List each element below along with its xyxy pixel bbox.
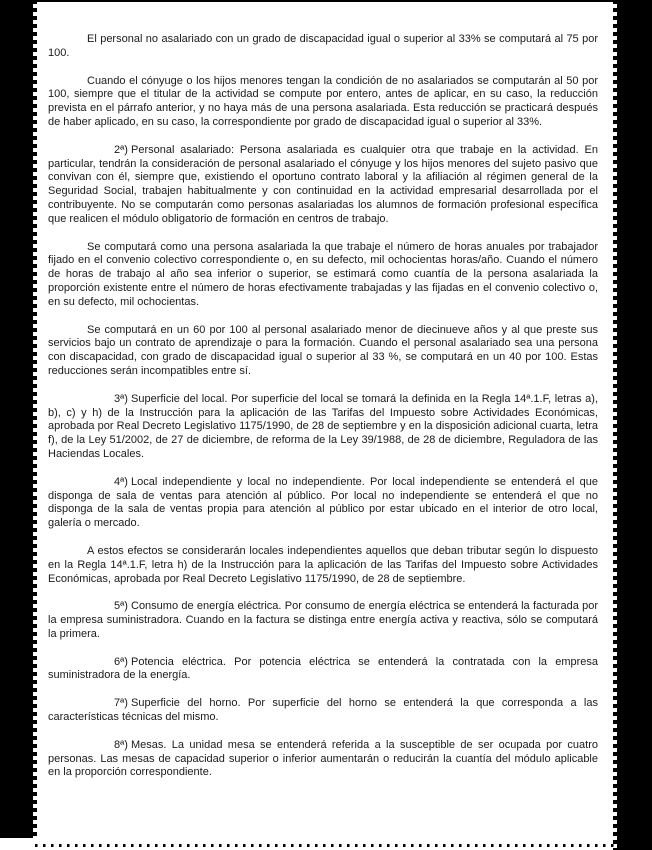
paragraph-number: 6ª) (114, 655, 128, 668)
paragraph-number: 3ª) (114, 392, 128, 405)
paragraph-number: 4ª) (114, 475, 128, 488)
paragraph (48, 33, 598, 61)
document-text (48, 33, 598, 794)
bottom-dotted-tear-line (35, 844, 615, 847)
scan-edge-right (617, 0, 652, 850)
paragraph-text: A estos efectos se considerarán locales independientes aquellos que deban tributar según lo dispuesto en la Regla 14ª.1.F, letra h) de la Instrucción para la aplicación de las Tarifas del Impuesto sobre Actividades Económicas, aprobada por Real Decreto Legislativo 1175/1990, de 28 de septiembre. (48, 544, 598, 585)
paragraph-text: Consumo de energía eléctrica. Por consumo de energía eléctrica se entenderá la facturada por la empresa suministradora. Cuando en la factura se distinga entre energía activa y reactiva, sólo se computará la primera. (48, 600, 598, 640)
paragraph (48, 393, 598, 462)
paragraph-number: 5ª) (114, 600, 128, 613)
paragraph-text: El personal no asalariado con un grado de discapacidad igual o superior al 33% se computará al 75 por 100. (48, 33, 598, 59)
scan-edge-right-perforation (613, 0, 617, 850)
paragraph-text: Se computará como una persona asalariada la que trabaje el número de horas anuales por trabajador fijado en el convenio colectivo correspondiente o, en su defecto, mil ochocientas horas/año. Cuando el número de horas de trabajo al año sea inferior o superior, se estimará como cuantía de la persona asalariada la proporción existente entre el número de horas efectivamente trabajadas y las fijadas en el convenio colectivo o, en su defecto, mil ochocientas. (48, 240, 598, 308)
paragraph (48, 545, 598, 586)
paragraph-text: Potencia eléctrica. Por potencia eléctrica se entenderá la contratada con la empresa suministradora de la energía. (48, 655, 598, 682)
paragraph (48, 656, 598, 684)
scan-edge-left (0, 0, 33, 838)
paragraph-text: Se computará en un 60 por 100 al personal asalariado menor de diecinueve años y al que preste sus servicios bajo un contrato de aprendizaje o para la formación. Cuando el personal asalariado sea una persona con discapacidad, con grado de discapacidad igual o superior al 33 %, se computará en un 40 por 100. Estas reducciones serán incompatibles entre sí. (48, 323, 598, 377)
paragraph-text: Cuando el cónyuge o los hijos menores tengan la condición de no asalariados se computarán al 50 por 100, siempre que el titular de la actividad se compute por entero, antes de aplicar, en su caso, la reducción prevista en el párrafo anterior, y no haya más de una persona asalariada. Esta reducción se practicará después de haber aplicado, en su caso, la correspondiente por grado de discapacidad igual o superior al 33%. (48, 74, 598, 128)
scan-edge-left-perforation (33, 0, 37, 838)
paragraph-text: Personal asalariado: Persona asalariada es cualquier otra que trabaje en la actividad. En particular, tendrán la consideración de personal asalariado el cónyuge y los hijos menores del sujeto pasivo que convivan con él, siempre que, existiendo el oportuno contrato laboral y la afiliación al régimen general de la Seguridad Social, trabajen habitualmente y con continuidad en la actividad empresarial desarrollada por el contribuyente. No se computarán como personas asalariadas los alumnos de formación profesional específica que realicen el módulo obligatorio de formación en centros de trabajo. (48, 143, 598, 225)
paragraph (48, 241, 598, 310)
paragraph-number: 8ª) (114, 738, 128, 751)
scan-edge-top (0, 0, 652, 2)
paragraph (48, 324, 598, 379)
paragraph (48, 697, 598, 725)
paragraph-text: Mesas. La unidad mesa se entenderá referida a la susceptible de ser ocupada por cuatro personas. Las mesas de capacidad superior o inferior aumentarán o reducirán la cuantía del módulo aplicable en la proporción correspondiente. (48, 738, 598, 779)
paragraph (48, 739, 598, 780)
paragraph (48, 476, 598, 531)
paragraph-text: Superficie del local. Por superficie del local se tomará la definida en la Regla 14ª.1.F, letras a), b), c) y h) de la Instrucción para la aplicación de las Tarifas del Impuesto sobre Actividades Económicas, aprobada por Real Decreto Legislativo 1175/1990, de 28 de septiembre y en la disposición adicional cuarta, letra f), de la Ley 51/2002, de 27 de diciembre, de reforma de la Ley 39/1988, de 28 de diciembre, Reguladora de las Haciendas Locales. (48, 392, 598, 460)
paragraph (48, 75, 598, 130)
paragraph (48, 600, 598, 641)
paragraph-text: Superficie del horno. Por superficie del horno se entenderá la que corresponda a las características técnicas del mismo. (48, 697, 598, 724)
paragraph-number: 7ª) (114, 697, 128, 710)
paragraph-number: 2ª) (114, 143, 128, 156)
paragraph-text: Local independiente y local no independiente. Por local independiente se entenderá el que disponga de sala de ventas para atención al público. Por local no independiente se entenderá el que no disponga de la sala de ventas propia para atención al público por estar ubicado en el interior de otro local, galería o mercado. (48, 475, 598, 530)
paragraph (48, 144, 598, 227)
